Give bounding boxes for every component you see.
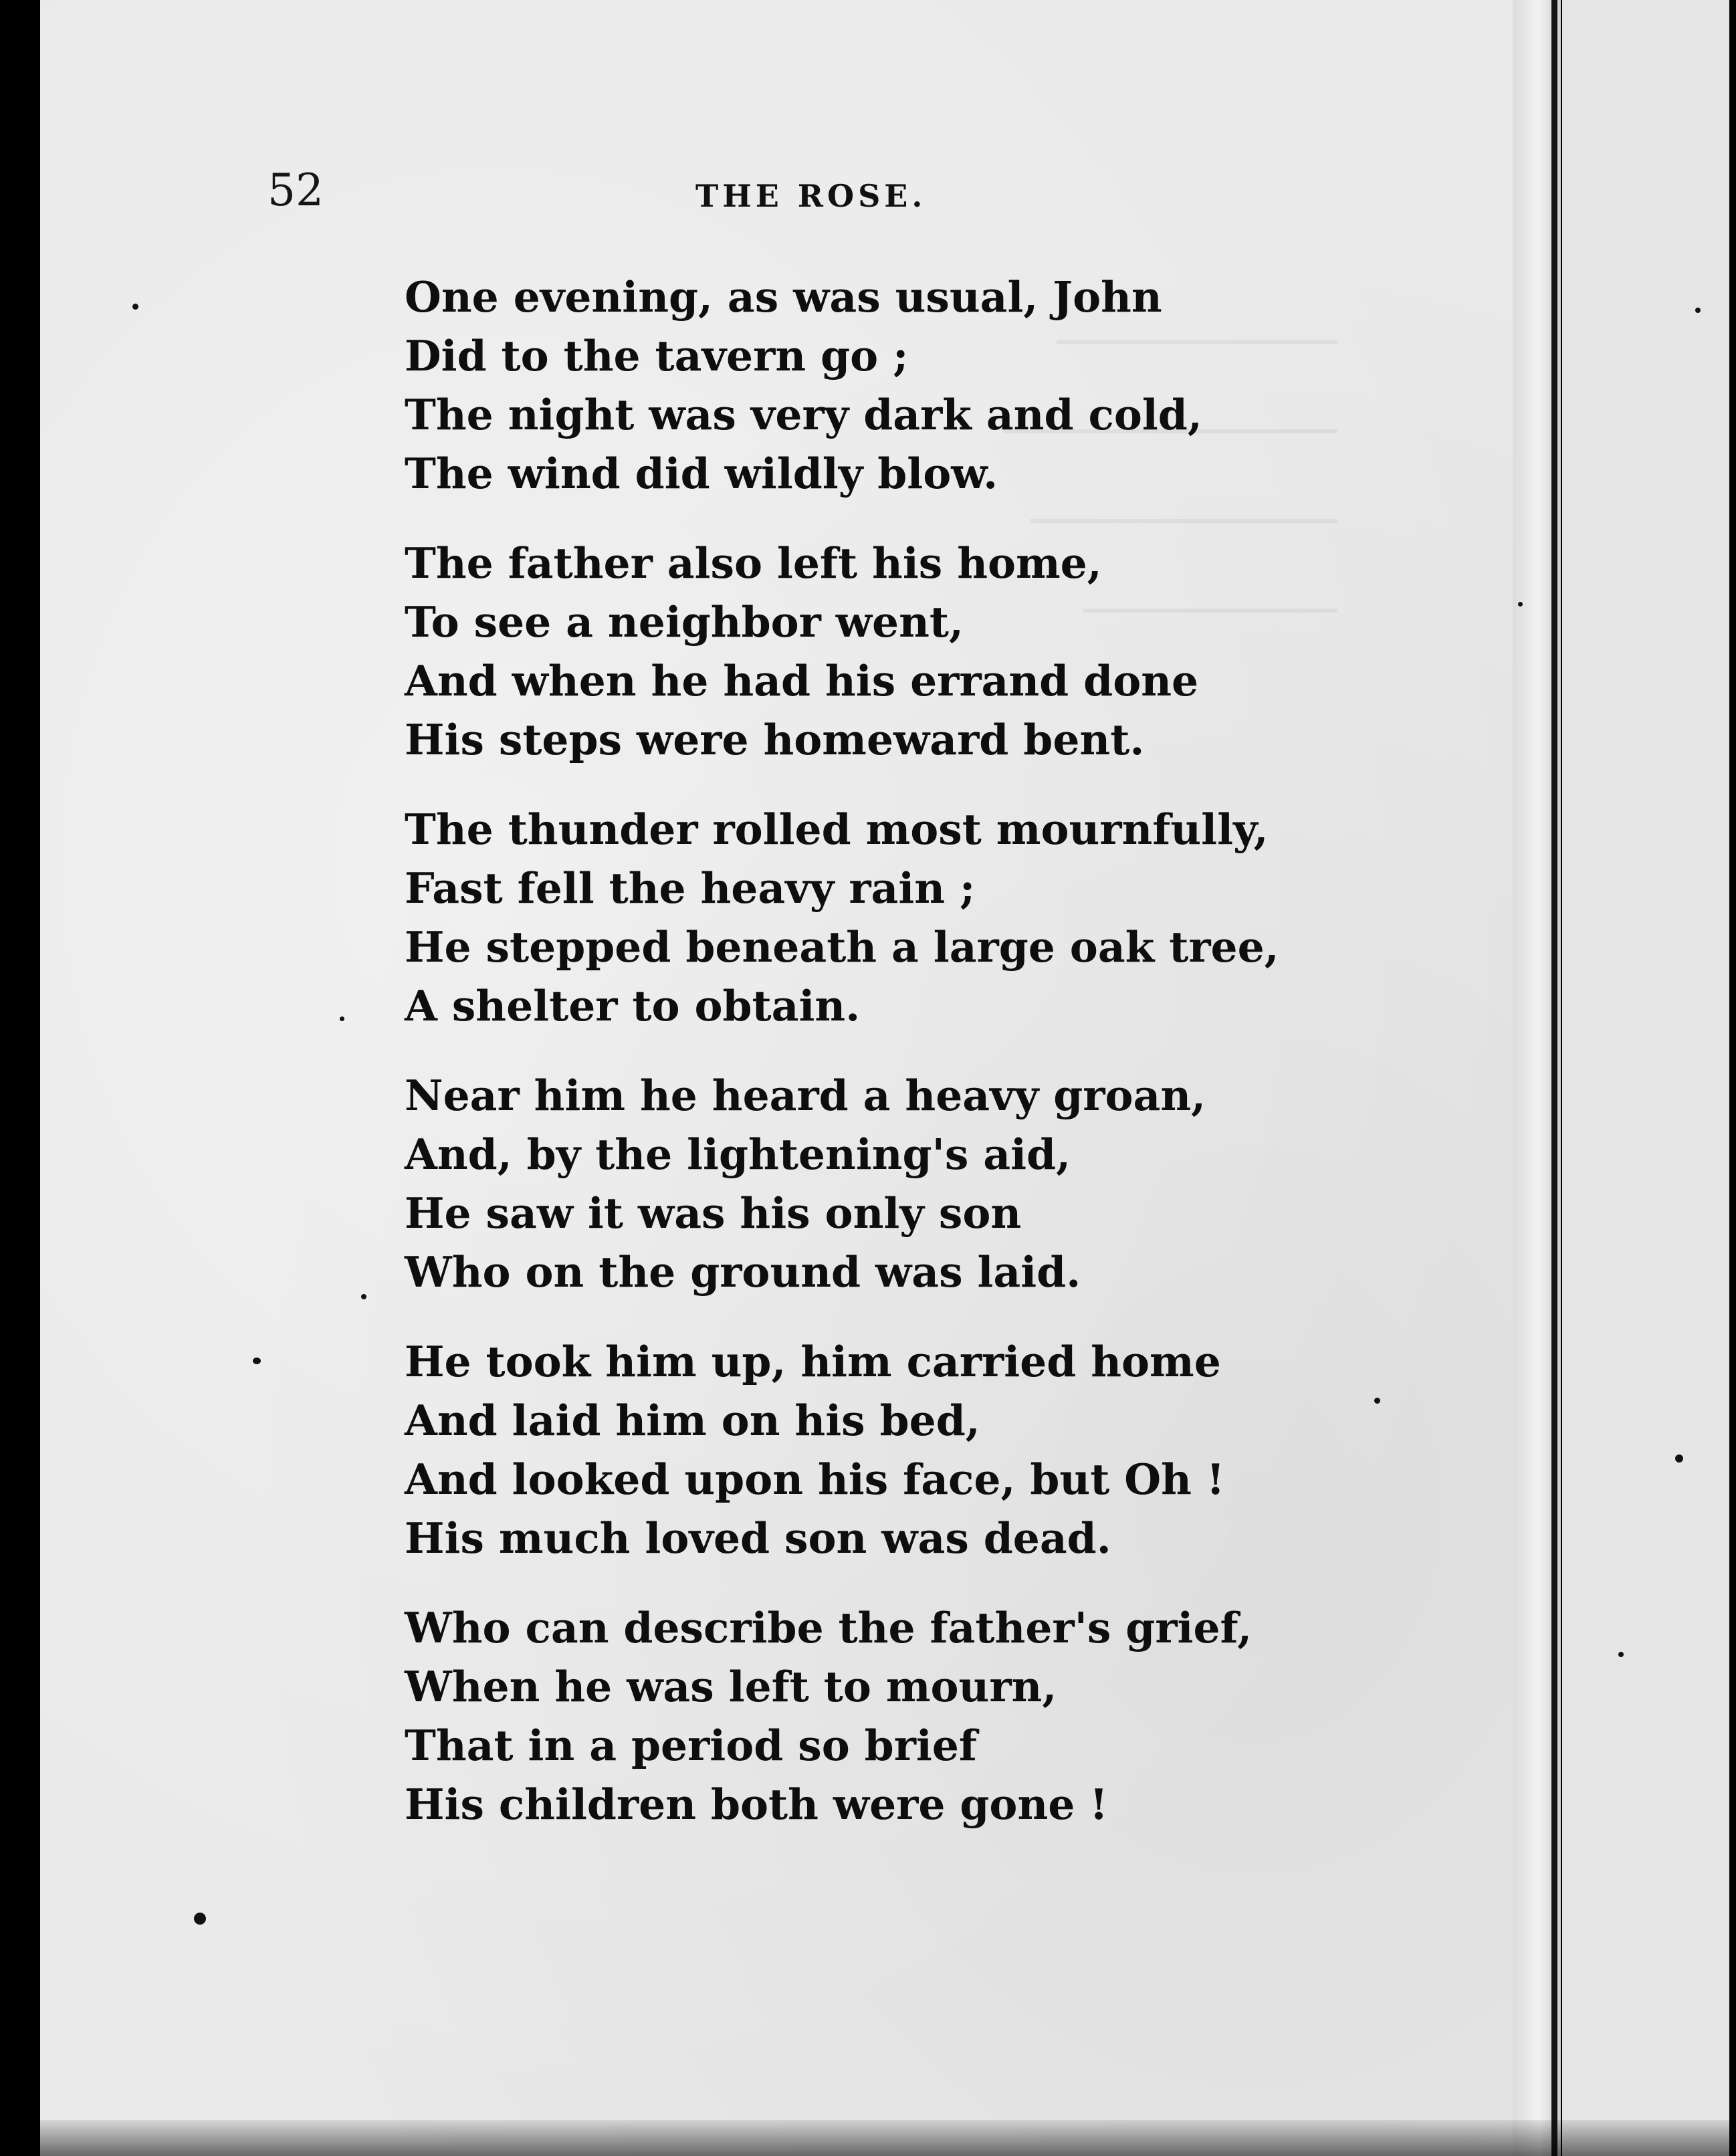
poem-line: Did to the tavern go ; [405,331,909,381]
stanza [405,534,1247,769]
stanza [405,267,1247,503]
stanza [405,1066,1247,1301]
gutter-line [1551,0,1557,2156]
running-head: THE ROSE. [695,178,927,214]
scan-speck [1374,1398,1380,1404]
poem-line: His children both were gone ! [405,1780,1108,1829]
poem-line: And, by the lightening's aid, [405,1129,1071,1179]
bottom-scan-shadow [40,2120,1729,2156]
poem-line: He saw it was his only son [405,1188,1022,1238]
poem-line: One evening, as was usual, John [405,272,1162,322]
poem-line: The father also left his home, [405,538,1102,588]
poem-line: Fast fell the heavy rain ; [405,863,976,913]
poem-line: He took him up, him carried home [405,1337,1221,1386]
page-number: 52 [267,165,324,216]
poem-line: Who on the ground was laid. [405,1247,1081,1297]
scan-speck [1695,308,1701,313]
poem-line: And when he had his errand done [405,656,1199,706]
poem-line: A shelter to obtain. [405,981,861,1031]
scan-speck [1675,1454,1683,1463]
poem-line: His steps were homeward bent. [405,715,1145,764]
poem-line: And looked upon his face, but Oh ! [405,1454,1225,1504]
stanza [405,1332,1247,1568]
poem-line: The thunder rolled most mournfully, [405,804,1269,854]
poem-line: He stepped beneath a large oak tree, [405,922,1279,972]
right-scan-edge [1729,0,1736,2156]
poem-line: The wind did wildly blow. [405,449,998,498]
poem-line: And laid him on his bed, [405,1396,980,1445]
scan-speck [340,1016,344,1021]
scan-speck [253,1358,261,1364]
scan-speck [1618,1652,1624,1657]
poem-line: Near him he heard a heavy groan, [405,1071,1206,1120]
poem-line: To see a neighbor went, [405,597,964,647]
facing-page-edge [1562,0,1729,2156]
poem-line: The night was very dark and cold, [405,390,1202,439]
poem [405,267,1279,1864]
scan-speck [194,1913,206,1925]
stanza [405,1598,1253,1834]
poem-line: His much loved son was dead. [405,1513,1111,1563]
scan-speck [1518,602,1523,607]
scan-speck [132,304,138,310]
poem-line: Who can describe the father's grief, [405,1603,1253,1652]
poem-line: When he was left to mourn, [405,1662,1057,1711]
poem-line: That in a period so brief [405,1721,978,1770]
stanza [405,800,1279,1035]
scan-speck [361,1294,366,1299]
